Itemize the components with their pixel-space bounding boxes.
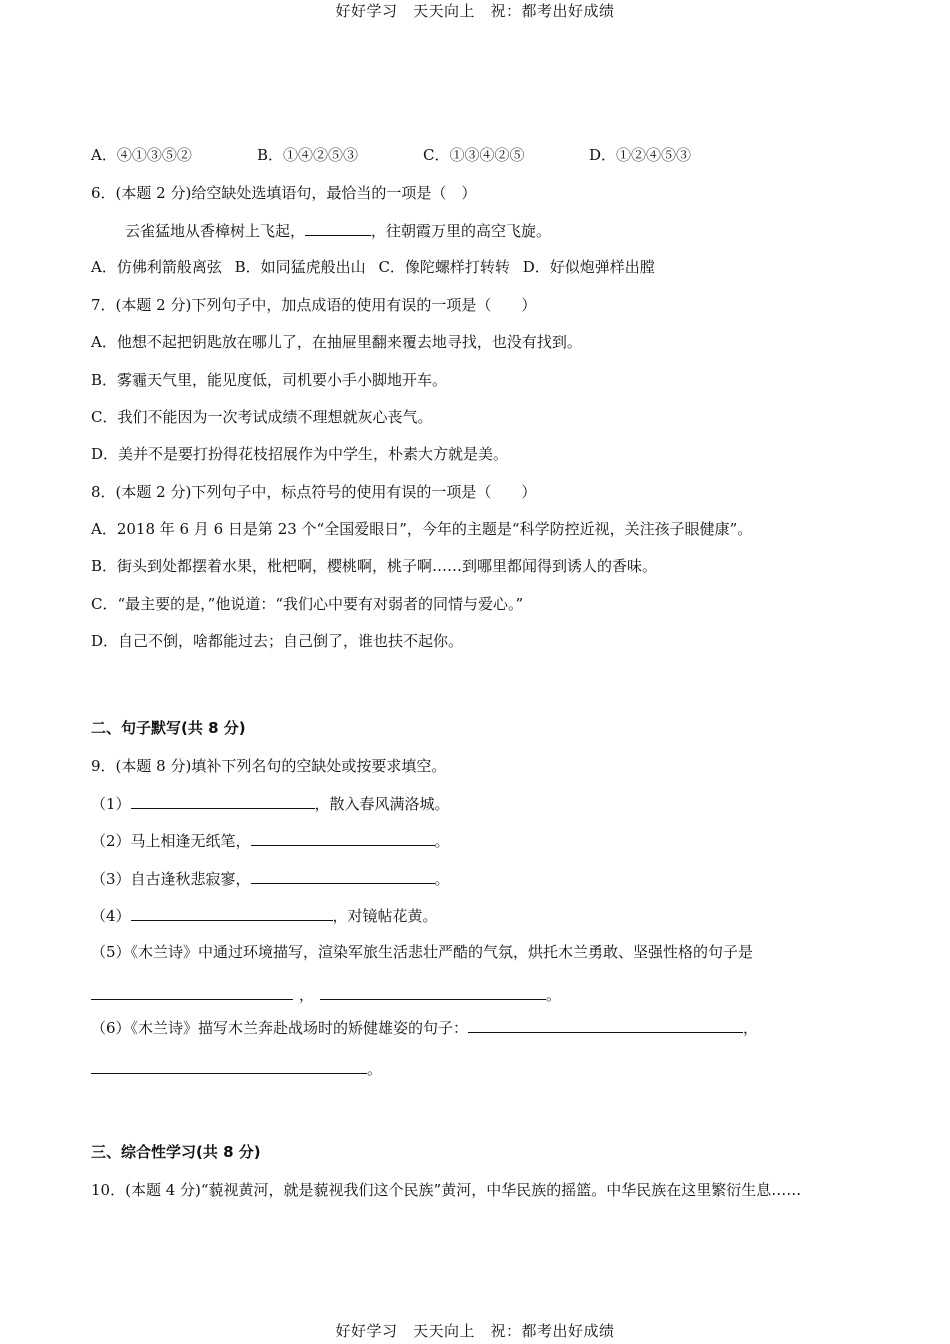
q9-item-3-prefix: （3）自古逢秋悲寂寥， <box>91 870 251 888</box>
q9-item-5-blank-2[interactable] <box>320 984 546 1000</box>
q9-item-5-text: （5）《木兰诗》中通过环境描写，渲染军旅生活悲壮严酷的气氛，烘托木兰勇敢、坚强性格的句子是 <box>91 943 754 961</box>
q9-item-2-prefix: （2）马上相逢无纸笔， <box>91 832 251 850</box>
q9-item-5-blanks <box>91 984 561 1005</box>
q8-stem: 8．(本题 2 分)下列句子中，标点符号的使用有误的一项是（ ） <box>91 483 537 501</box>
q6-sentence-before: 云雀猛地从香樟树上飞起， <box>125 222 306 240</box>
q8-option-d: D．自己不倒，啥都能过去；自己倒了，谁也扶不起你。 <box>91 632 464 650</box>
q9-item-5-separator: ， <box>299 986 315 1004</box>
section-2-title: 二、句子默写(共 8 分) <box>91 719 246 737</box>
q10-stem: 10．(本题 4 分)“藐视黄河，就是藐视我们这个民族”黄河，中华民族的摇篮。中华民族在这里繁衍生息…… <box>91 1181 802 1199</box>
q7-stem: 7．(本题 2 分)下列句子中，加点成语的使用有误的一项是（ ） <box>91 296 537 314</box>
q9-item-4-suffix: ，对镜帖花黄。 <box>332 907 438 925</box>
q5-option-c: C．①③④②⑤ <box>423 146 525 164</box>
q9-item-2-suffix: 。 <box>434 832 450 850</box>
q9-item-6-blank-2[interactable] <box>91 1058 367 1074</box>
q9-stem: 9．(本题 8 分)填补下列名句的空缺处或按要求填空。 <box>91 757 447 775</box>
q5-option-d: D．①②④⑤③ <box>589 146 692 164</box>
q9-item-4-blank[interactable] <box>131 905 333 921</box>
q6-option-d: D．好似炮弹样出膛 <box>522 258 655 276</box>
q9-item-5-end: 。 <box>546 986 562 1004</box>
q7-option-b: B．雾霾天气里，能见度低，司机要小手小脚地开车。 <box>91 371 448 389</box>
page-header: 好好学习 天天向上 祝：都考出好成绩 <box>335 2 615 20</box>
q9-item-6-text: （6）《木兰诗》描写木兰奔赴战场时的矫健雄姿的句子： <box>91 1019 469 1037</box>
q7-option-d: D．美并不是要打扮得花枝招展作为中学生，朴素大方就是美。 <box>91 445 509 463</box>
q9-item-1-prefix: （1） <box>91 795 131 813</box>
q9-item-1-blank[interactable] <box>131 793 315 809</box>
q9-item-4 <box>91 905 438 926</box>
q9-item-6 <box>91 1017 758 1038</box>
q9-item-2-blank[interactable] <box>251 830 435 846</box>
q8-option-b: B．街头到处都摆着水果，枇杷啊，樱桃啊，桃子啊……到哪里都闻得到诱人的香味。 <box>91 557 658 575</box>
q5-options <box>91 145 691 165</box>
q9-item-1-suffix: ，散入春风满洛城。 <box>314 795 450 813</box>
q9-item-1 <box>91 793 450 814</box>
section-3-title: 三、综合性学习(共 8 分) <box>91 1143 261 1161</box>
q8-option-c: C．“最主要的是，”他说道：“我们心中要有对弱者的同情与爱心。” <box>91 595 524 613</box>
q9-item-6-blank-1[interactable] <box>468 1017 743 1033</box>
q6-sentence <box>125 220 551 241</box>
q6-option-c: C．像陀螺样打转转 <box>378 258 510 276</box>
q9-item-3 <box>91 868 450 889</box>
q9-item-3-blank[interactable] <box>251 868 435 884</box>
q5-option-b: B．①④②⑤③ <box>257 146 359 164</box>
page-footer: 好好学习 天天向上 祝：都考出好成绩 <box>335 1322 615 1340</box>
q9-item-3-suffix: 。 <box>434 870 450 888</box>
q6-sentence-after: ，往朝霞万里的高空飞旋。 <box>371 222 552 240</box>
q6-stem: 6．(本题 2 分)给空缺处选填语句，最恰当的一项是（ ） <box>91 184 477 202</box>
q9-item-6-end: 。 <box>367 1060 383 1078</box>
q9-item-5-blank-1[interactable] <box>91 984 293 1000</box>
q6-blank[interactable] <box>305 220 371 236</box>
q9-item-6-comma: ， <box>743 1019 759 1037</box>
q9-item-6-line-2 <box>91 1058 382 1079</box>
q7-option-c: C．我们不能因为一次考试成绩不理想就灰心丧气。 <box>91 408 433 426</box>
q6-option-b: B．如同猛虎般出山 <box>234 258 366 276</box>
q9-item-4-prefix: （4） <box>91 907 131 925</box>
q6-option-a: A．仿佛利箭般离弦 <box>91 258 222 276</box>
q5-option-a: A．④①③⑤② <box>91 146 192 164</box>
q9-item-2 <box>91 830 450 851</box>
q7-option-a: A．他想不起把钥匙放在哪儿了，在抽屉里翻来覆去地寻找，也没有找到。 <box>91 333 582 351</box>
q8-option-a: A．2018 年 6 月 6 日是第 23 个“全国爱眼日”，今年的主题是“科学防控近视，关注孩子眼健康”。 <box>91 520 753 538</box>
q6-options <box>91 257 655 277</box>
